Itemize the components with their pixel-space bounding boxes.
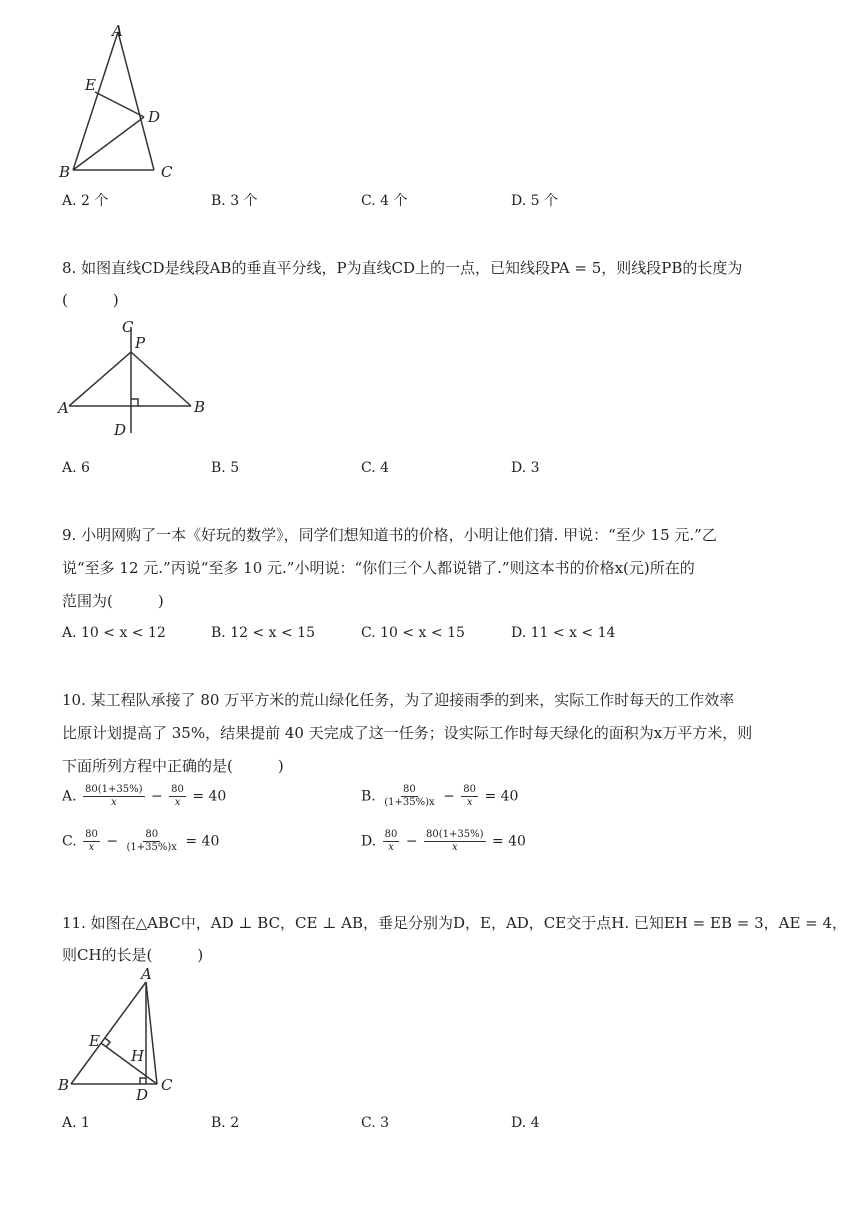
q7-label-a: A: [112, 22, 123, 40]
denominator: x: [388, 842, 394, 853]
q10-option-d[interactable]: [361, 829, 526, 854]
q8-stem-line2: ( ): [62, 291, 119, 309]
q7-label-e: E: [85, 76, 96, 94]
q7-side-ac: [118, 32, 154, 170]
q10-option-b-fraction-1: [382, 784, 436, 809]
q11-altitude-ce: [101, 1043, 157, 1084]
q8-option-c[interactable]: C. 4: [361, 460, 390, 476]
q8-right-angle-mark: [131, 399, 138, 406]
q11-right-angle-mark-d: [140, 1078, 146, 1084]
numerator: 80: [384, 829, 398, 840]
q11-label-c: C: [161, 1076, 173, 1094]
q7-label-c: C: [161, 163, 173, 181]
q8-segment-pb: [131, 352, 191, 406]
numerator: 80: [463, 784, 476, 795]
q10-stem-line2: 比原计划提高了 35%，结果提前 40 天完成了这一任务；设实际工作时每天绿化的面积为x万平方米，则: [62, 724, 753, 742]
q11-option-c[interactable]: C. 3: [361, 1115, 390, 1131]
q10-option-b[interactable]: [361, 784, 518, 809]
q11-stem-line2: 则CH的长是( ): [62, 946, 204, 964]
q8-segment-pa: [69, 352, 131, 406]
equation-rhs: = 40: [491, 833, 526, 850]
minus-sign: −: [405, 833, 418, 850]
q10-option-a[interactable]: [62, 784, 226, 809]
q10-option-c-fraction-2: [125, 829, 179, 854]
numerator: 80: [403, 784, 416, 795]
q11-option-d[interactable]: D. 4: [511, 1115, 540, 1131]
q7-figure: [55, 20, 185, 185]
q10-option-a-fraction-1: [83, 784, 145, 809]
denominator: x: [451, 842, 458, 853]
numerator: 80(1+35%): [85, 784, 143, 795]
q8-figure: [55, 315, 215, 440]
q8-label-c: C: [122, 318, 134, 336]
q9-option-b[interactable]: B. 12 < x < 15: [211, 625, 315, 641]
q10-option-c-fraction-1: [83, 829, 100, 854]
minus-sign: −: [106, 833, 119, 850]
q11-label-e: E: [89, 1032, 100, 1050]
q10-option-c[interactable]: [62, 829, 219, 854]
equation-rhs: = 40: [185, 833, 220, 850]
q11-option-b[interactable]: B. 2: [211, 1115, 240, 1131]
q9-option-d[interactable]: D. 11 < x < 14: [511, 625, 616, 641]
q8-label-a: A: [58, 399, 69, 417]
q11-side-ac: [146, 982, 157, 1084]
q8-option-a[interactable]: A. 6: [62, 460, 90, 476]
q10-option-b-fraction-2: [461, 784, 478, 809]
q10-option-d-fraction-1: [383, 829, 400, 854]
q7-option-a[interactable]: A. 2 个: [62, 193, 109, 209]
minus-sign: −: [443, 788, 455, 805]
q10-option-a-prefix: A.: [62, 788, 77, 805]
q7-label-d: D: [148, 108, 161, 126]
q7-option-b[interactable]: B. 3 个: [211, 193, 258, 209]
numerator: 80(1+35%): [426, 829, 484, 840]
equation-rhs: = 40: [192, 788, 227, 805]
q9-option-a[interactable]: A. 10 < x < 12: [62, 625, 166, 641]
q11-label-a: A: [141, 965, 152, 983]
numerator: 80: [145, 829, 159, 840]
q11-stem-line1: 11. 如图在△ABC中，AD ⊥ BC，CE ⊥ AB，垂足分别为D，E，AD，CE交于点H. 已知EH = EB = 3，AE = 4，: [62, 914, 848, 932]
q10-stem-line3: 下面所列方程中正确的是( ): [62, 757, 284, 775]
q8-label-p: P: [135, 334, 146, 352]
q8-option-d[interactable]: D. 3: [511, 460, 540, 476]
q9-stem-line1: 9. 小明网购了一本《好玩的数学》，同学们想知道书的价格，小明让他们猜. 甲说：“至少 15 元.”乙: [62, 526, 717, 544]
numerator: 80: [85, 829, 98, 840]
q10-option-b-prefix: B.: [361, 788, 376, 805]
q9-option-c[interactable]: C. 10 < x < 15: [361, 625, 465, 641]
q11-label-h: H: [131, 1047, 145, 1065]
q10-option-a-fraction-2: [169, 784, 186, 809]
q11-option-a[interactable]: A. 1: [62, 1115, 90, 1131]
denominator: (1+35%)x: [126, 842, 177, 853]
q11-figure: [55, 965, 185, 1105]
denominator: x: [174, 797, 181, 808]
q7-option-c[interactable]: C. 4 个: [361, 193, 408, 209]
q10-option-d-prefix: D.: [361, 833, 377, 850]
q8-label-d: D: [114, 421, 127, 439]
q10-option-d-fraction-2: [424, 829, 486, 854]
q10-option-c-prefix: C.: [62, 833, 77, 850]
q11-label-d: D: [136, 1086, 149, 1104]
q9-stem-line2: 说“至多 12 元.”丙说“至多 10 元.”小明说：“你们三个人都说错了.”则这本书的价格x(元)所在的: [62, 559, 695, 577]
denominator: (1+35%)x: [384, 797, 435, 808]
q10-stem-line1: 10. 某工程队承接了 80 万平方米的荒山绿化任务，为了迎接雨季的到来，实际工作时每天的工作效率: [62, 691, 735, 709]
q9-stem-line3: 范围为( ): [62, 592, 164, 610]
q7-option-d[interactable]: D. 5 个: [511, 193, 558, 209]
q7-label-b: B: [59, 163, 71, 181]
denominator: x: [110, 797, 117, 808]
q11-label-b: B: [58, 1076, 70, 1094]
denominator: x: [466, 797, 473, 808]
numerator: 80: [171, 784, 184, 795]
denominator: x: [88, 842, 95, 853]
q7-segment-bd: [73, 117, 144, 170]
q8-label-b: B: [194, 398, 206, 416]
minus-sign: −: [150, 788, 163, 805]
equation-rhs: = 40: [484, 788, 519, 805]
q8-stem-line1: 8. 如图直线CD是线段AB的垂直平分线，P为直线CD上的一点，已知线段PA = 5，则线段PB的长度为: [62, 259, 743, 277]
q11-side-ab: [71, 982, 146, 1084]
q8-option-b[interactable]: B. 5: [211, 460, 240, 476]
